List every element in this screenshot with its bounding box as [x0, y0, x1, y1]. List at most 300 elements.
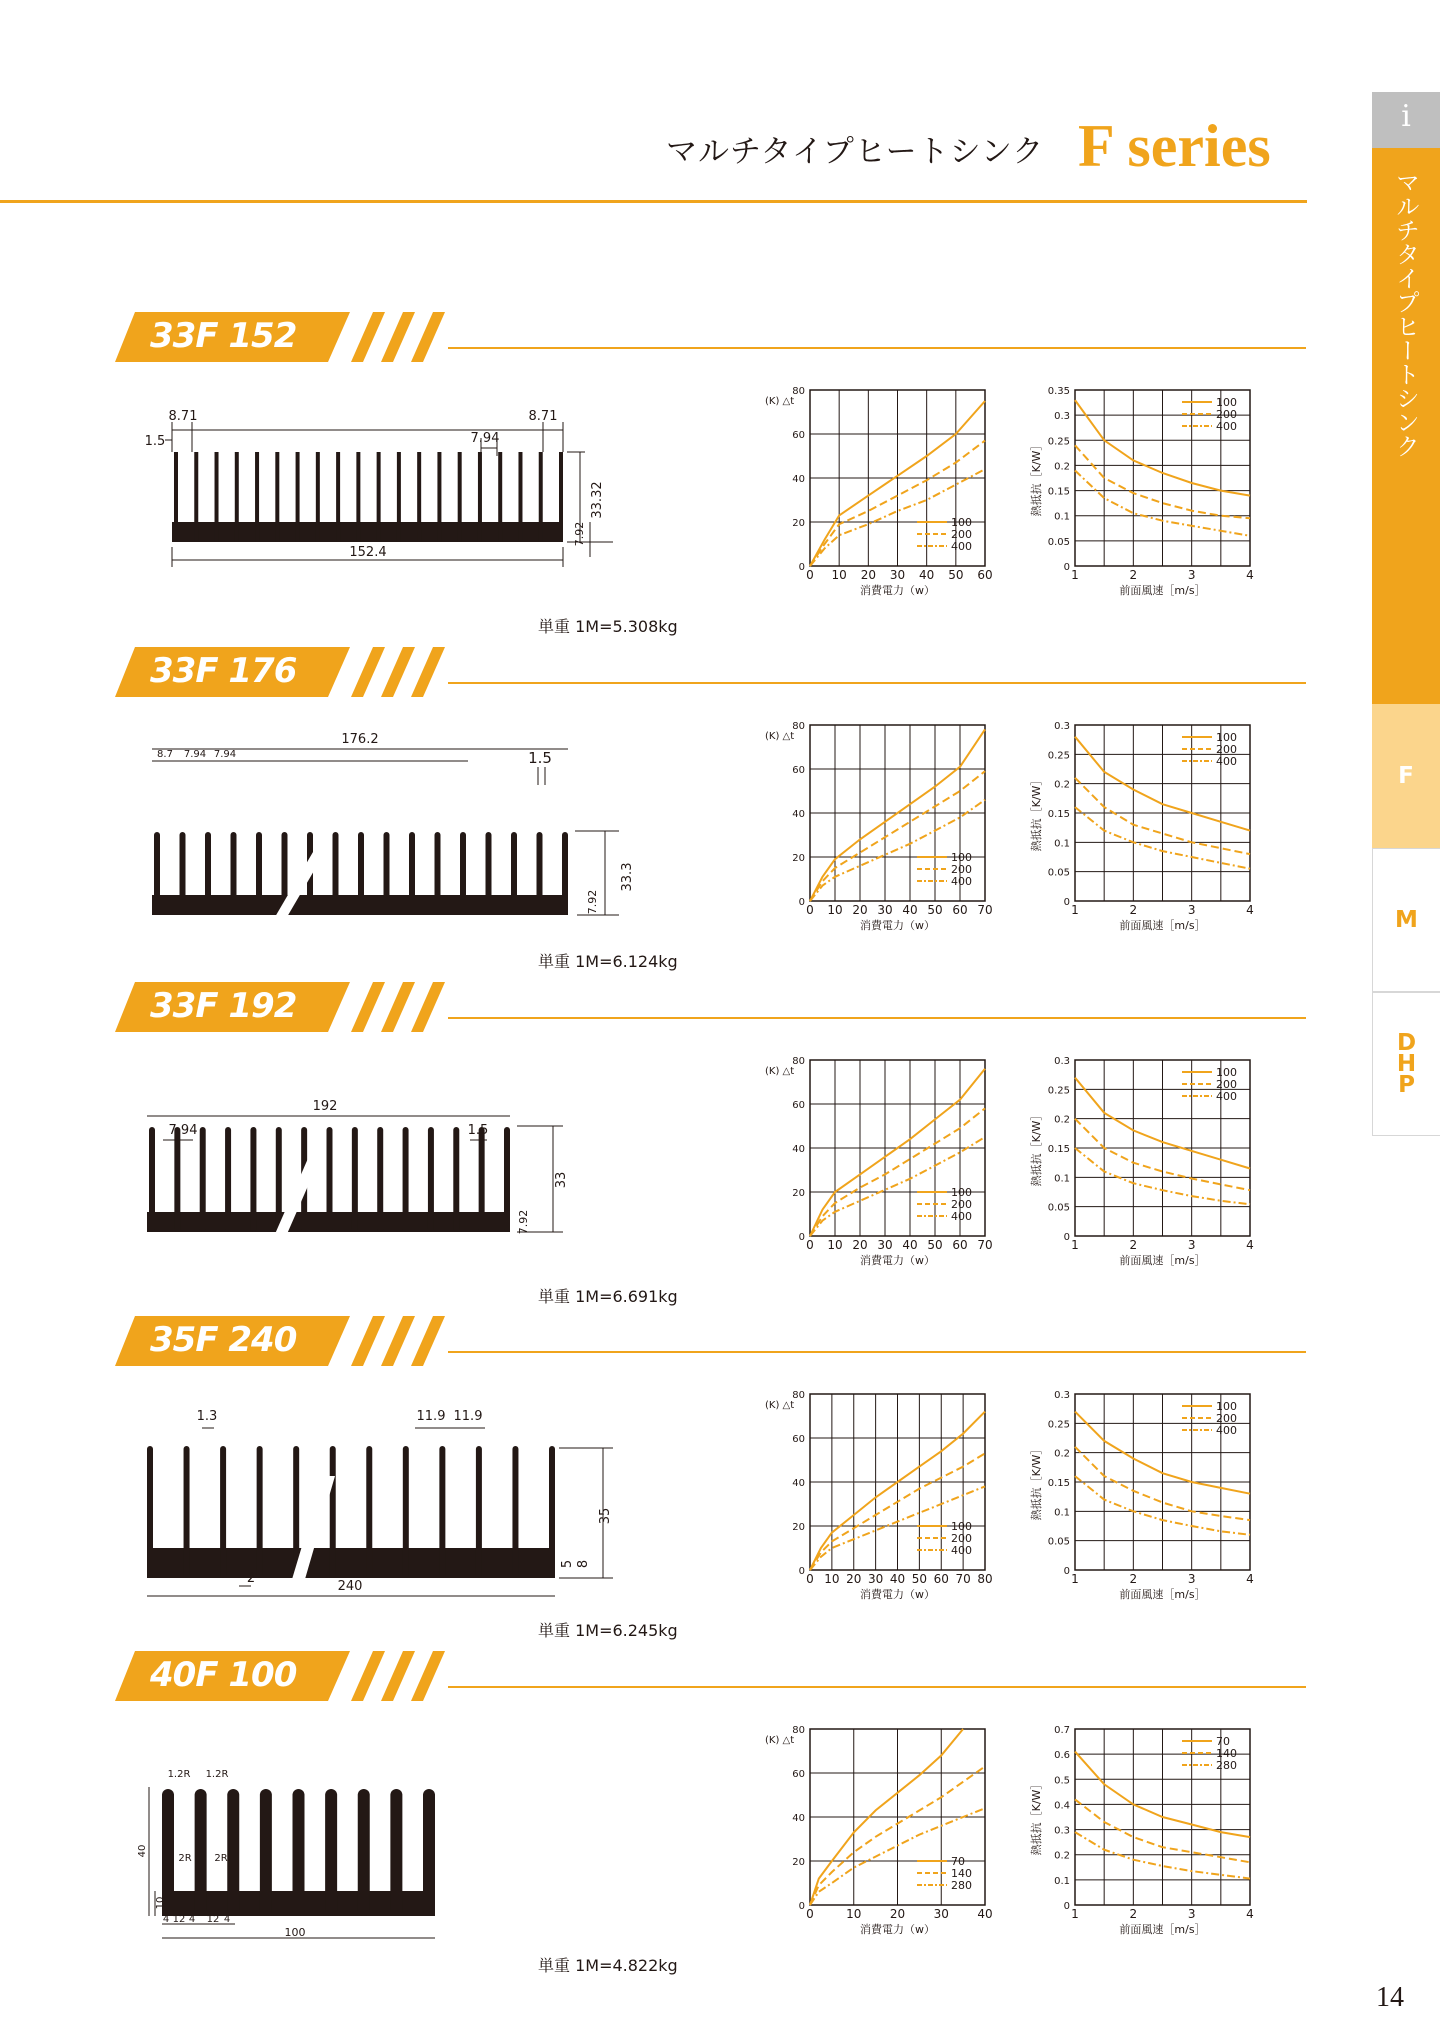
- heatsink-fin: [257, 1446, 263, 1578]
- heatsink-fin: [235, 452, 239, 542]
- heatsink-profile: [162, 1789, 435, 1916]
- y-tick-label: 20: [792, 1188, 805, 1199]
- y-tick-label: 0.6: [1054, 1750, 1070, 1762]
- y-tick-label: 80: [792, 1390, 805, 1401]
- thermal-resistance-chart: [1020, 380, 1260, 610]
- legend-label: 400: [951, 540, 972, 553]
- banner-stripe: [381, 1316, 415, 1366]
- heatsink-profile: [172, 452, 563, 542]
- heatsink-fin: [220, 1446, 226, 1578]
- y-tick-label: 0: [798, 1901, 805, 1912]
- legend-label: 100: [1216, 731, 1237, 744]
- legend-label: 140: [951, 1867, 972, 1880]
- cross-section-drawing: [135, 717, 635, 937]
- side-tab-dhp-label: [1396, 1029, 1417, 1098]
- legend-label: 200: [1216, 1078, 1237, 1091]
- heatsink-fin: [205, 832, 211, 915]
- banner-stripe: [411, 647, 445, 697]
- cross-section-drawing: [135, 1386, 613, 1606]
- y-tick-label: 0.1: [1054, 838, 1070, 850]
- x-tick-label: 30: [889, 568, 906, 582]
- legend-label: 400: [1216, 1090, 1237, 1103]
- heatsink-fin: [215, 452, 219, 542]
- heatsink-fin: [518, 452, 522, 542]
- unit-weight: 単重 1M=6.691kg: [538, 1287, 678, 1306]
- y-tick-label: 0.15: [1047, 486, 1070, 498]
- x-axis-label: 前面風速［m/s］: [1119, 1923, 1206, 1936]
- dim-label: 33: [554, 1171, 569, 1189]
- x-tick-label: 0: [806, 1907, 814, 1921]
- heatsink-fin: [559, 452, 563, 542]
- thermal-resistance-chart: [1020, 1050, 1260, 1280]
- y-axis-label: 熱抵抗［K/W］: [1030, 1443, 1043, 1521]
- legend-label: 280: [951, 1879, 972, 1892]
- x-tick-label: 10: [827, 1238, 843, 1252]
- side-tab-dhp-letter: P: [1398, 1071, 1415, 1098]
- y-axis-label: 熱抵抗［K/W］: [1030, 1109, 1043, 1187]
- heatsink-fin: [390, 1789, 402, 1916]
- heatsink-profile: [152, 832, 568, 917]
- x-tick-label: 4: [1246, 1572, 1254, 1586]
- product-section: [0, 982, 1310, 1317]
- dim-label: 4: [188, 1914, 196, 1925]
- x-tick-label: 20: [852, 1238, 868, 1252]
- heatsink-fin: [325, 1789, 337, 1916]
- side-tab-f[interactable]: F: [1372, 704, 1440, 848]
- x-tick-label: 3: [1187, 1907, 1196, 1921]
- temperature-rise-chart: [755, 380, 995, 610]
- dim-label: 11.9: [453, 1409, 483, 1424]
- legend-label: 140: [1216, 1747, 1237, 1760]
- banner-stripe: [351, 1316, 385, 1366]
- cross-section-drawing: [135, 382, 605, 602]
- unit-weight: 単重 1M=6.245kg: [538, 1621, 678, 1640]
- dim-label: 1.5: [467, 1123, 489, 1138]
- heatsink-fin: [316, 452, 320, 542]
- banner-stripe: [411, 312, 445, 362]
- banner-stripe: [381, 312, 415, 362]
- legend-label: 200: [1216, 1412, 1237, 1425]
- x-tick-label: 3: [1187, 568, 1196, 582]
- heatsink-fin: [539, 452, 543, 542]
- product-section: [0, 312, 1310, 647]
- dim-label: 100: [284, 1926, 306, 1939]
- heatsink-profile: [147, 1446, 555, 1586]
- heatsink-fin: [333, 832, 339, 915]
- x-tick-label: 10: [831, 568, 847, 582]
- heatsink-fin: [562, 832, 568, 915]
- legend-label: 100: [1216, 1066, 1237, 1079]
- y-tick-label: 20: [792, 853, 805, 864]
- x-tick-label: 1: [1071, 568, 1079, 582]
- heatsink-fin: [486, 832, 492, 915]
- x-axis-label: 前面風速［m/s］: [1119, 919, 1206, 932]
- heatsink-fin: [227, 1789, 239, 1916]
- y-tick-label: 0.15: [1047, 1144, 1070, 1155]
- y-tick-label: 20: [792, 518, 805, 529]
- side-tab-index[interactable]: i: [1372, 92, 1440, 148]
- x-tick-label: 20: [852, 903, 868, 917]
- heatsink-fin: [377, 452, 381, 542]
- product-section: [0, 1651, 1310, 1986]
- y-tick-label: 80: [792, 1725, 805, 1736]
- y-tick-label: 0.25: [1047, 1419, 1070, 1431]
- heatsink-fin: [397, 452, 401, 542]
- heatsink-fin: [476, 1446, 482, 1578]
- dim-label: 10: [155, 1896, 166, 1910]
- x-tick-label: 4: [1246, 568, 1254, 582]
- dim-label: 5: [560, 1559, 575, 1569]
- y-tick-label: 0.1: [1054, 1173, 1070, 1185]
- x-tick-label: 1: [1071, 903, 1079, 917]
- dim-label: 7.94: [168, 1123, 198, 1138]
- heatsink-fin: [403, 1127, 409, 1232]
- dim-label: 2: [246, 1571, 256, 1586]
- x-axis-label: 前面風速［m/s］: [1119, 1254, 1206, 1267]
- dim-label: 2R: [214, 1853, 228, 1864]
- x-tick-label: 1: [1071, 1572, 1079, 1586]
- heatsink-fin: [147, 1446, 153, 1578]
- legend-label: 200: [951, 863, 972, 876]
- legend-label: 70: [1216, 1735, 1230, 1748]
- x-tick-label: 4: [1246, 1238, 1254, 1252]
- x-tick-label: 3: [1187, 1572, 1196, 1586]
- heatsink-fin: [174, 452, 178, 542]
- heatsink-fin: [293, 1446, 299, 1578]
- dim-label: 1.2R: [167, 1769, 191, 1780]
- y-tick-label: 0.05: [1047, 1202, 1070, 1214]
- heatsink-base: [172, 522, 563, 542]
- dim-label: 8.71: [168, 409, 198, 424]
- y-tick-label: 0.15: [1047, 809, 1070, 820]
- temperature-rise-chart: [755, 1050, 995, 1280]
- y-tick-label: 60: [792, 1100, 805, 1111]
- y-tick-label: 0: [798, 897, 805, 908]
- x-tick-label: 50: [927, 903, 943, 917]
- x-tick-label: 0: [806, 1238, 814, 1252]
- y-tick-label: 0: [798, 562, 805, 573]
- x-tick-label: 60: [952, 1238, 968, 1252]
- y-axis-label: 熱抵抗［K/W］: [1030, 774, 1043, 852]
- heatsink-fin: [512, 1446, 518, 1578]
- dim-label: 8.71: [528, 409, 558, 424]
- heatsink-fin: [549, 1446, 555, 1578]
- dim-label: 192: [312, 1099, 338, 1114]
- heatsink-fin: [296, 452, 300, 542]
- y-tick-label: 0: [1063, 1566, 1070, 1577]
- y-tick-label: 80: [792, 721, 805, 732]
- x-tick-label: 60: [952, 903, 968, 917]
- dim-label: 11.9: [416, 1409, 446, 1424]
- model-name: 40F 100: [150, 1655, 297, 1695]
- unit-weight: 単重 1M=4.822kg: [538, 1956, 678, 1975]
- heatsink-fin: [403, 1446, 409, 1578]
- x-tick-label: 80: [977, 1572, 993, 1586]
- product-section: [0, 1316, 1310, 1651]
- legend-label: 200: [1216, 408, 1237, 421]
- heatsink-fin: [504, 1127, 510, 1232]
- y-tick-label: 0.4: [1054, 1800, 1070, 1812]
- section-rule: [448, 682, 1306, 684]
- x-tick-label: 4: [1246, 903, 1254, 917]
- model-name: 33F 192: [150, 986, 297, 1026]
- unit-weight: 単重 1M=5.308kg: [538, 617, 678, 636]
- section-rule: [448, 1351, 1306, 1353]
- x-tick-label: 20: [846, 1572, 862, 1586]
- dim-label: 176.2: [341, 732, 379, 747]
- x-tick-label: 40: [902, 903, 918, 917]
- x-tick-label: 40: [902, 1238, 918, 1252]
- y-axis-label: (K) △t: [765, 1400, 795, 1411]
- x-tick-label: 60: [977, 568, 993, 582]
- y-tick-label: 0.2: [1054, 461, 1070, 473]
- heatsink-fin: [428, 1127, 434, 1232]
- legend-label: 200: [951, 1532, 972, 1545]
- page-number: 14: [1376, 1982, 1404, 2013]
- heatsink-fin: [231, 832, 237, 915]
- dim-label: 40: [137, 1844, 148, 1858]
- y-tick-label: 60: [792, 765, 805, 776]
- legend-label: 400: [951, 875, 972, 888]
- x-tick-label: 50: [911, 1572, 928, 1586]
- heatsink-fin: [358, 1789, 370, 1916]
- y-tick-label: 0.2: [1054, 779, 1070, 791]
- x-tick-label: 40: [889, 1572, 906, 1586]
- x-tick-label: 3: [1187, 903, 1196, 917]
- dim-label: 33.32: [590, 481, 605, 519]
- heatsink-fin: [225, 1127, 231, 1232]
- legend-label: 200: [951, 528, 972, 541]
- x-tick-label: 70: [977, 903, 993, 917]
- y-tick-label: 0.2: [1054, 1850, 1070, 1862]
- y-tick-label: 0.05: [1047, 1536, 1070, 1548]
- x-tick-label: 0: [806, 568, 814, 582]
- banner-stripe: [381, 982, 415, 1032]
- dim-label: 7.94: [470, 431, 500, 446]
- y-tick-label: 0.25: [1047, 436, 1070, 448]
- y-tick-label: 0.1: [1054, 1875, 1070, 1887]
- dim-label: 8: [576, 1559, 591, 1569]
- heatsink-fin: [184, 1446, 190, 1578]
- heatsink-fin: [435, 832, 441, 915]
- banner-stripe: [411, 982, 445, 1032]
- y-tick-label: 0: [798, 1566, 805, 1577]
- dim-label: 7.92: [573, 521, 586, 547]
- legend-label: 100: [1216, 396, 1237, 409]
- y-tick-label: 0.3: [1054, 1825, 1070, 1837]
- dim-label: 12: [172, 1914, 186, 1925]
- heatsink-fin: [458, 452, 462, 542]
- unit-weight: 単重 1M=6.124kg: [538, 952, 678, 971]
- y-tick-label: 40: [792, 1478, 805, 1489]
- x-tick-label: 70: [955, 1572, 971, 1586]
- banner-stripe: [351, 647, 385, 697]
- heatsink-fin: [154, 832, 160, 915]
- heatsink-fin: [453, 1127, 459, 1232]
- heatsink-fin: [366, 1446, 372, 1578]
- dim-label: 2R: [178, 1853, 192, 1864]
- dim-label: 7.92: [517, 1209, 530, 1235]
- side-tab-dhp-letter: H: [1396, 1050, 1417, 1077]
- heatsink-fin: [260, 1789, 272, 1916]
- x-tick-label: 2: [1129, 1238, 1138, 1252]
- x-tick-label: 30: [933, 1907, 949, 1921]
- side-tab-m[interactable]: M: [1372, 848, 1440, 992]
- y-tick-label: 0.15: [1047, 1478, 1070, 1489]
- dim-label: 7.92: [586, 889, 599, 915]
- legend-label: 200: [1216, 743, 1237, 756]
- y-tick-label: 40: [792, 1144, 805, 1155]
- y-tick-label: 0: [1063, 1901, 1070, 1912]
- thermal-resistance-chart: [1020, 1384, 1260, 1614]
- x-tick-label: 30: [877, 903, 893, 917]
- x-axis-label: 消費電力（w）: [860, 919, 935, 932]
- dim-label: 152.4: [349, 545, 387, 560]
- y-tick-label: 40: [792, 1813, 805, 1824]
- header-rule: [0, 200, 1307, 203]
- side-tab-category-label: マルチタイプヒートシンク: [1391, 170, 1420, 458]
- y-tick-label: 20: [792, 1857, 805, 1868]
- model-name: 33F 176: [150, 651, 297, 691]
- legend-label: 400: [1216, 420, 1237, 433]
- y-tick-label: 0.2: [1054, 1448, 1070, 1460]
- heatsink-fin: [352, 1127, 358, 1232]
- header-subtitle: マルチタイプヒートシンク: [666, 134, 1045, 170]
- section-rule: [448, 347, 1306, 349]
- banner-stripe: [411, 1316, 445, 1366]
- heatsink-fin: [200, 1127, 206, 1232]
- heatsink-fin: [255, 452, 259, 542]
- banner-stripe: [351, 1651, 385, 1701]
- x-tick-label: 2: [1129, 903, 1138, 917]
- y-tick-label: 0.3: [1054, 721, 1070, 732]
- y-tick-label: 0: [1063, 1232, 1070, 1243]
- y-tick-label: 0.2: [1054, 1114, 1070, 1126]
- heatsink-fin: [194, 452, 198, 542]
- heatsink-fin: [195, 1789, 207, 1916]
- heatsink-fin: [511, 832, 517, 915]
- y-tick-label: 40: [792, 474, 805, 485]
- y-tick-label: 0: [1063, 562, 1070, 573]
- heatsink-fin: [275, 452, 279, 542]
- banner-stripe: [351, 312, 385, 362]
- temperature-rise-chart: [755, 1719, 995, 1949]
- x-tick-label: 50: [927, 1238, 943, 1252]
- legend-label: 100: [951, 1186, 972, 1199]
- heatsink-fin: [460, 832, 466, 915]
- legend-label: 400: [1216, 1424, 1237, 1437]
- heatsink-fin: [330, 1446, 336, 1578]
- heatsink-fin: [537, 832, 543, 915]
- heatsink-fin: [439, 1446, 445, 1578]
- y-tick-label: 80: [792, 386, 805, 397]
- x-tick-label: 30: [877, 1238, 893, 1252]
- x-tick-label: 1: [1071, 1907, 1079, 1921]
- x-tick-label: 10: [827, 903, 843, 917]
- heatsink-fin: [180, 832, 186, 915]
- y-tick-label: 0.1: [1054, 511, 1070, 523]
- x-tick-label: 60: [933, 1572, 949, 1586]
- heatsink-fin: [276, 1127, 282, 1232]
- legend-label: 400: [1216, 755, 1237, 768]
- legend-label: 100: [1216, 1400, 1237, 1413]
- dim-label: 7.94: [183, 749, 207, 760]
- y-tick-label: 0.25: [1047, 750, 1070, 762]
- x-axis-label: 消費電力（w）: [860, 584, 935, 597]
- heatsink-fin: [384, 832, 390, 915]
- heatsink-fin: [250, 1127, 256, 1232]
- y-tick-label: 0.3: [1054, 1056, 1070, 1067]
- y-tick-label: 0.35: [1047, 386, 1070, 397]
- y-axis-label: (K) △t: [765, 1066, 795, 1077]
- heatsink-fin: [356, 452, 360, 542]
- banner-stripe: [351, 982, 385, 1032]
- side-tab-category[interactable]: [1372, 148, 1440, 704]
- legend-label: 100: [951, 516, 972, 529]
- heatsink-fin: [409, 832, 415, 915]
- x-axis-label: 前面風速［m/s］: [1119, 1588, 1206, 1601]
- dim-label: 7.94: [213, 749, 237, 760]
- product-section: [0, 647, 1310, 982]
- x-tick-label: 20: [889, 1907, 906, 1921]
- x-tick-label: 1: [1071, 1238, 1079, 1252]
- banner-stripe: [411, 1651, 445, 1701]
- heatsink-fin: [479, 1127, 485, 1232]
- y-axis-label: 熱抵抗［K/W］: [1030, 439, 1043, 517]
- x-tick-label: 2: [1129, 568, 1138, 582]
- cross-section-drawing: [135, 1052, 595, 1272]
- x-axis-label: 消費電力（w）: [860, 1254, 935, 1267]
- banner-stripe: [381, 1651, 415, 1701]
- thermal-resistance-chart: [1020, 1719, 1260, 1949]
- heatsink-fin: [256, 832, 262, 915]
- dim-label: 12: [206, 1914, 220, 1925]
- y-tick-label: 0.25: [1047, 1085, 1070, 1097]
- dim-label: 35: [598, 1507, 613, 1525]
- legend-label: 70: [951, 1855, 965, 1868]
- y-tick-label: 0: [1063, 897, 1070, 908]
- x-tick-label: 40: [977, 1907, 993, 1921]
- heatsink-fin: [498, 452, 502, 542]
- dim-label: 33.3: [620, 862, 635, 892]
- section-rule: [448, 1017, 1306, 1019]
- legend-label: 100: [951, 1520, 972, 1533]
- y-tick-label: 0.05: [1047, 536, 1070, 548]
- heatsink-profile: [147, 1127, 510, 1234]
- heatsink-fin: [437, 452, 441, 542]
- x-tick-label: 40: [919, 568, 935, 582]
- x-tick-label: 2: [1129, 1572, 1138, 1586]
- side-tab-dhp[interactable]: [1372, 992, 1440, 1136]
- y-tick-label: 0.1: [1054, 1507, 1070, 1519]
- legend-label: 400: [951, 1544, 972, 1557]
- dim-label: 240: [337, 1579, 363, 1594]
- dim-label: 4: [162, 1914, 170, 1925]
- y-tick-label: 60: [792, 1434, 805, 1445]
- y-axis-label: (K) △t: [765, 731, 795, 742]
- cross-section-drawing: [135, 1721, 595, 1941]
- y-tick-label: 80: [792, 1056, 805, 1067]
- model-name: 33F 152: [150, 316, 297, 356]
- heatsink-fin: [327, 1127, 333, 1232]
- dim-label: 1.2R: [205, 1769, 229, 1780]
- heatsink-fin: [174, 1127, 180, 1232]
- heatsink-fin: [336, 452, 340, 542]
- model-name: 35F 240: [150, 1320, 297, 1360]
- x-tick-label: 10: [846, 1907, 862, 1921]
- dim-label: 1.5: [528, 749, 552, 767]
- x-tick-label: 20: [860, 568, 876, 582]
